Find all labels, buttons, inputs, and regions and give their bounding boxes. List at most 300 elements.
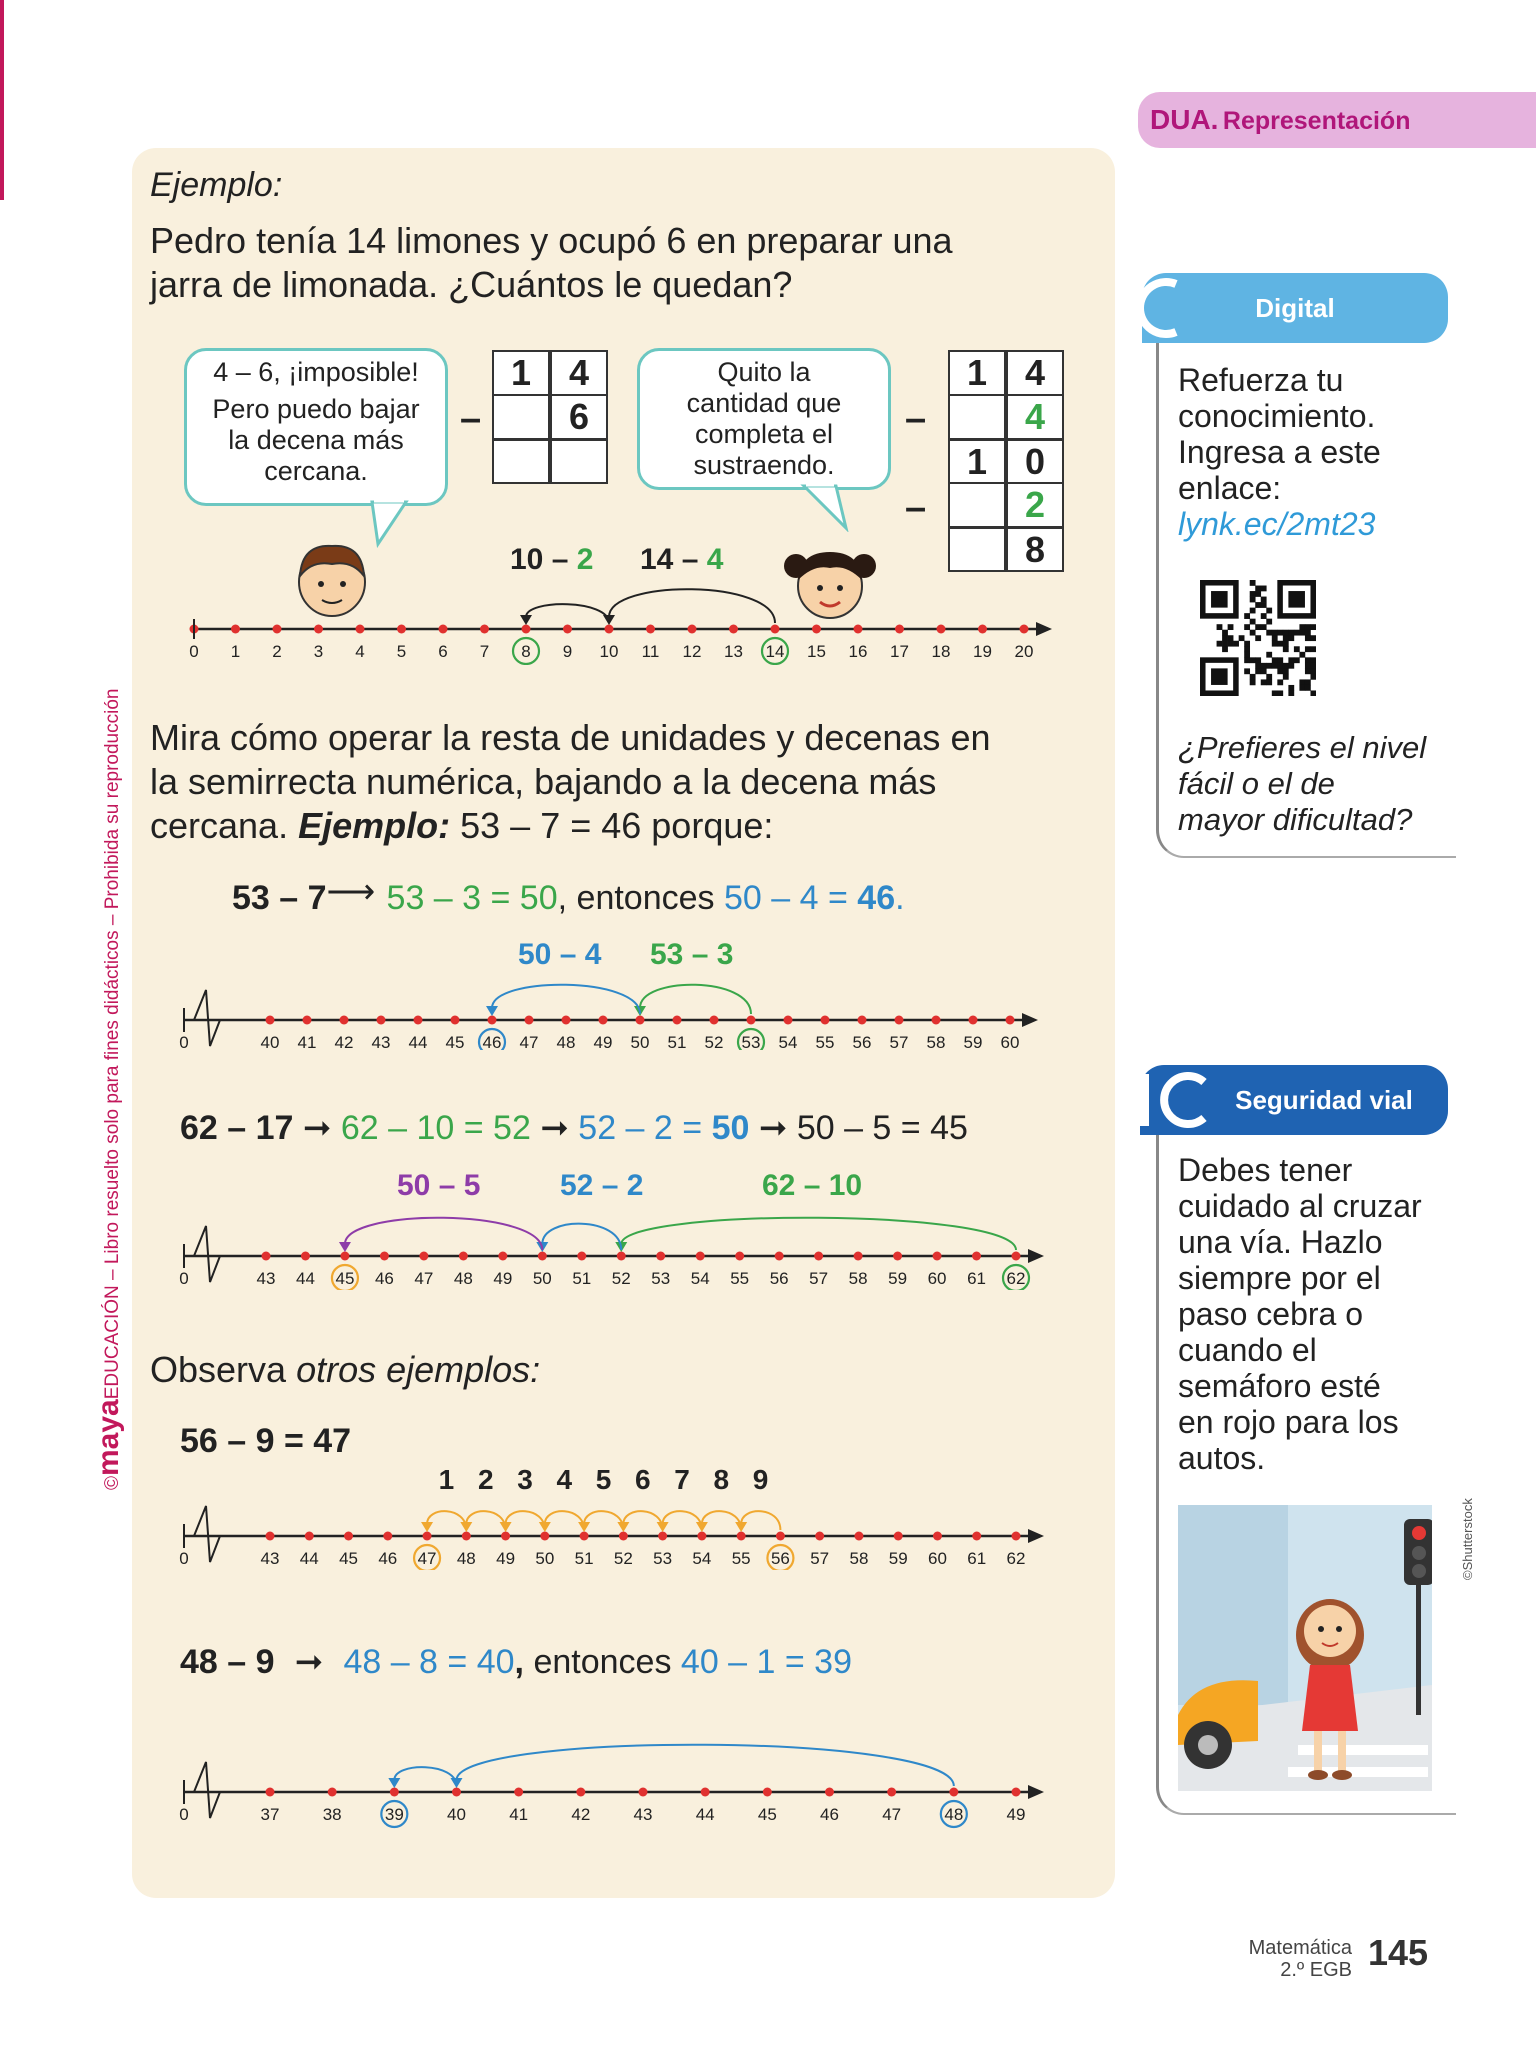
qr-module (1244, 652, 1250, 658)
jump-arc (623, 1511, 662, 1530)
tick-label: 55 (730, 1269, 750, 1288)
tick-label: 45 (757, 1805, 777, 1824)
qr-module (1283, 646, 1289, 652)
jump-label: 53 – 3 (650, 938, 734, 971)
arrow-head (421, 1522, 433, 1532)
qr-module (1305, 635, 1311, 641)
axis-arrow (1028, 1249, 1044, 1263)
tick-label: 41 (297, 1033, 317, 1050)
tick-label: 9 (562, 642, 573, 661)
tick-label: 42 (334, 1033, 354, 1050)
qr-module (1217, 641, 1223, 647)
qr-module (1266, 674, 1272, 680)
qr-module (1299, 624, 1305, 630)
tick-label: 54 (778, 1033, 798, 1050)
tick-label: 17 (890, 642, 909, 661)
tick-label: 62 (1006, 1269, 1026, 1288)
tick-label: 59 (888, 1549, 908, 1568)
point-dot (340, 1252, 349, 1261)
bubble-text: Quito la (717, 357, 811, 387)
qr-module (1228, 624, 1234, 630)
qr-module (1261, 668, 1267, 674)
tick-label: 12 (682, 642, 702, 661)
point-dot (266, 1532, 275, 1541)
point-dot (737, 1532, 746, 1541)
qr-module (1250, 591, 1256, 597)
number-line-43-62-b (170, 1480, 1080, 1570)
bubble-text: 4 – 6, ¡imposible! (213, 357, 419, 387)
jump-label: 62 – 10 (762, 1169, 863, 1202)
example-heading: Ejemplo: (150, 166, 283, 204)
tick-label: 60 (1000, 1033, 1020, 1050)
digital-tab: Digital (1142, 273, 1448, 343)
qr-module (1250, 674, 1256, 680)
qr-finder (1211, 668, 1228, 685)
explain-line-2: la semirrecta numérica, bajando a la decena más (150, 761, 937, 802)
minus-sign: – (905, 398, 927, 440)
tick-label: 7 (479, 642, 490, 661)
point-dot (673, 1016, 682, 1025)
tick-label: 53 (651, 1269, 671, 1288)
jump-label: 50 – 5 (397, 1169, 481, 1202)
qr-module (1261, 586, 1267, 592)
qr-module (1283, 668, 1289, 674)
point-dot (538, 1252, 547, 1261)
tick-label: 46 (820, 1805, 839, 1824)
point-dot (701, 1788, 710, 1797)
qr-module (1288, 657, 1294, 663)
qr-module (1244, 646, 1250, 652)
seguridad-line: cuando el (1178, 1332, 1317, 1368)
grid-cell: 4 (1006, 394, 1064, 440)
qr-module (1299, 679, 1305, 685)
qr-module (1266, 630, 1272, 636)
qr-module (1277, 663, 1283, 669)
tick-label: 45 (445, 1033, 465, 1050)
grid-cell: 4 (1006, 350, 1064, 396)
digital-link[interactable]: lynk.ec/2mt23 (1178, 506, 1376, 542)
qr-module (1310, 674, 1316, 680)
qr-module (1305, 685, 1311, 691)
point-dot (894, 1532, 903, 1541)
bubble-tail (370, 500, 410, 548)
point-dot (439, 625, 448, 634)
qr-module (1288, 635, 1294, 641)
step-count: 1 (438, 1464, 455, 1495)
equation-3: 56 – 9 = 47 (180, 1422, 352, 1460)
explain-line-3: cercana. Ejemplo: 53 – 7 = 46 porque: (150, 805, 774, 846)
point-dot (301, 1252, 310, 1261)
qr-module (1277, 641, 1283, 647)
tick-label: 48 (453, 1269, 473, 1288)
qr-module (1272, 635, 1278, 641)
qr-module (1299, 630, 1305, 636)
point-dot (540, 1532, 549, 1541)
point-dot (498, 1252, 507, 1261)
qr-module (1228, 635, 1234, 641)
point-dot (932, 1016, 941, 1025)
tick-label: 61 (967, 1269, 986, 1288)
point-dot (377, 1016, 386, 1025)
axis-break (184, 1506, 220, 1562)
qr-module (1255, 635, 1261, 641)
point-dot (599, 1016, 608, 1025)
qr-module (1288, 663, 1294, 669)
tick-label: 47 (882, 1805, 902, 1824)
point-dot (696, 1252, 705, 1261)
point-dot (710, 1016, 719, 1025)
tick-label: 56 (770, 1549, 790, 1568)
tick-label: 61 (967, 1549, 987, 1568)
step-count: 5 (595, 1464, 612, 1495)
qr-module (1239, 635, 1245, 641)
tick-label: 42 (571, 1805, 591, 1824)
tick-label: 8 (521, 642, 531, 661)
tick-label: 39 (384, 1805, 404, 1824)
number-line-43-62 (170, 1200, 1080, 1290)
grid-cell: 6 (550, 394, 608, 440)
point-dot (1012, 1532, 1021, 1541)
qr-module (1244, 641, 1250, 647)
qr-module (1305, 679, 1311, 685)
jump-arc (345, 1218, 542, 1250)
seguridad-line: Debes tener (1178, 1152, 1353, 1188)
point-dot (459, 1252, 468, 1261)
tick-label: 0 (189, 642, 199, 661)
qr-module (1261, 679, 1267, 685)
qr-module (1266, 679, 1272, 685)
qr-module (1288, 685, 1294, 691)
grid-cell: 1 (492, 350, 550, 396)
tick-label: 0 (179, 1805, 189, 1824)
point-dot (658, 1532, 667, 1541)
tick-label: 60 (927, 1269, 947, 1288)
digital-text: Refuerza tu conocimiento. Ingresa a este enlace: lynk.ec/2mt23 (1178, 362, 1381, 542)
qr-module (1255, 668, 1261, 674)
point-dot (697, 1532, 706, 1541)
point-dot (776, 1532, 785, 1541)
point-dot (1012, 1252, 1021, 1261)
seguridad-line: en rojo para los (1178, 1404, 1399, 1440)
qr-module (1250, 657, 1256, 663)
qr-module (1283, 674, 1289, 680)
axis-arrow (1028, 1529, 1044, 1543)
tick-label: 53 (741, 1033, 761, 1050)
seguridad-line: una vía. Hazlo (1178, 1224, 1383, 1260)
tick-label: 43 (633, 1805, 653, 1824)
jump-arc (394, 1767, 456, 1786)
jump-arc (609, 589, 775, 623)
qr-module (1266, 652, 1272, 658)
tick-label: 46 (378, 1549, 398, 1568)
tick-label: 49 (493, 1269, 513, 1288)
point-dot (656, 1252, 665, 1261)
point-dot (390, 1788, 399, 1797)
bubble-text: cantidad que (686, 388, 842, 418)
qr-module (1288, 690, 1294, 696)
jump-arc (492, 985, 640, 1014)
jump-arc (640, 985, 751, 1014)
step-count: 3 (517, 1464, 533, 1495)
point-dot (937, 625, 946, 634)
tick-label: 16 (848, 642, 868, 661)
equation-1: 53 – 7⟶ 53 – 3 = 50, entonces 50 – 4 = 46. (232, 873, 905, 917)
point-dot (273, 625, 282, 634)
tick-label: 58 (926, 1033, 946, 1050)
tick-label: 6 (438, 642, 448, 661)
bubble-text: sustraendo. (693, 450, 835, 480)
tick-label: 15 (807, 642, 826, 661)
point-dot (893, 1252, 902, 1261)
qr-module (1277, 690, 1283, 696)
qr-module (1283, 635, 1289, 641)
step-count: 6 (635, 1464, 651, 1495)
qr-module (1255, 624, 1261, 630)
axis-break (184, 1226, 220, 1282)
point-dot (380, 1252, 389, 1261)
point-dot (735, 1252, 744, 1261)
qr-module (1222, 635, 1228, 641)
tick-label: 56 (769, 1269, 789, 1288)
qr-module (1255, 663, 1261, 669)
qr-module (1222, 646, 1228, 652)
qr-module (1305, 663, 1311, 669)
point-dot (619, 1532, 628, 1541)
qr-module (1305, 630, 1311, 636)
point-dot (525, 1016, 534, 1025)
tick-label: 0 (179, 1033, 189, 1050)
qr-module (1261, 602, 1267, 608)
tick-label: 51 (572, 1269, 592, 1288)
axis-arrow (1036, 622, 1052, 636)
bubble-text: completa el (694, 419, 834, 449)
speech-bubble-girl (637, 348, 891, 490)
qr-module (1266, 619, 1272, 625)
tick-label: 3 (313, 642, 324, 661)
grid-cell: 4 (550, 350, 608, 396)
tick-label: 48 (456, 1549, 476, 1568)
tick-label: 45 (339, 1549, 358, 1568)
grid-cell: 1 (948, 350, 1006, 396)
qr-module (1266, 608, 1272, 614)
point-dot (978, 625, 987, 634)
point-dot (858, 1016, 867, 1025)
qr-module (1272, 663, 1278, 669)
qr-module (1277, 630, 1283, 636)
qr-module (1255, 657, 1261, 663)
tick-label: 48 (556, 1033, 576, 1050)
tick-label: 52 (611, 1269, 631, 1288)
tick-label: 5 (396, 642, 407, 661)
qr-module (1283, 663, 1289, 669)
qr-module (1261, 624, 1267, 630)
point-dot (344, 1532, 353, 1541)
jump-arc (457, 1745, 954, 1786)
qr-module (1250, 679, 1256, 685)
bubble-text: Pero puedo bajar (212, 394, 420, 424)
qr-finder (1288, 591, 1305, 608)
grid-cell (948, 526, 1006, 572)
point-dot (933, 1532, 942, 1541)
qr-module (1305, 657, 1311, 663)
qr-module (1272, 657, 1278, 663)
grid-cell (948, 394, 1006, 440)
qr-module (1255, 586, 1261, 592)
tick-label: 49 (1006, 1805, 1026, 1824)
point-dot (266, 1016, 275, 1025)
axis-break (184, 1762, 220, 1818)
point-dot (854, 1252, 863, 1261)
qr-code-icon[interactable] (1200, 580, 1316, 696)
qr-module (1222, 641, 1228, 647)
tick-label: 44 (408, 1033, 428, 1050)
point-dot (480, 625, 489, 634)
tick-label: 50 (630, 1033, 650, 1050)
tick-label: 50 (532, 1269, 552, 1288)
subtraction-grid-1 (492, 350, 612, 488)
explain-line-1: Mira cómo operar la resta de unidades y decenas en (150, 717, 991, 758)
tick-label: 37 (260, 1805, 280, 1824)
tick-label: 4 (355, 642, 365, 661)
seguridad-line: paso cebra o (1178, 1296, 1364, 1332)
problem-line-1: Pedro tenía 14 limones y ocupó 6 en preparar una (150, 220, 953, 261)
minus-sign: – (460, 398, 482, 440)
tick-label: 60 (928, 1549, 947, 1568)
point-dot (887, 1788, 896, 1797)
point-dot (605, 625, 614, 634)
point-dot (812, 625, 821, 634)
arrow-head (388, 1778, 400, 1788)
jump-arc (741, 1511, 780, 1530)
tick-label: 57 (810, 1549, 830, 1568)
tick-label: 51 (667, 1033, 687, 1050)
point-dot (895, 625, 904, 634)
point-dot (522, 625, 531, 634)
tick-label: 59 (963, 1033, 983, 1050)
tick-label: 48 (944, 1805, 964, 1824)
dua-banner (1138, 92, 1536, 148)
tick-label: 58 (849, 1549, 869, 1568)
point-dot (383, 1532, 392, 1541)
qr-module (1283, 630, 1289, 636)
tick-label: 44 (695, 1805, 715, 1824)
point-dot (1012, 1788, 1021, 1797)
point-dot (972, 1252, 981, 1261)
tick-label: 57 (809, 1269, 829, 1288)
equation-2: 62 – 17 ➞ 62 – 10 = 52 ➞ 52 – 2 = 50 ➞ 50 – 5 = 45 (180, 1109, 968, 1147)
jump-arc (545, 1511, 584, 1530)
tick-label: 1 (230, 642, 241, 661)
tick-label: 46 (482, 1033, 502, 1050)
tick-label: 52 (704, 1033, 724, 1050)
point-dot (646, 625, 655, 634)
point-dot (784, 1016, 793, 1025)
qr-module (1310, 663, 1316, 669)
point-dot (303, 1016, 312, 1025)
footer-subject: Matemática 2.º EGB (1248, 1937, 1352, 1981)
point-dot (969, 1016, 978, 1025)
point-dot (729, 625, 738, 634)
qr-module (1294, 646, 1300, 652)
seguridad-tab: Seguridad vial (1140, 1065, 1448, 1135)
crossing-illustration (1178, 1505, 1432, 1791)
qr-module (1310, 690, 1316, 696)
qr-module (1250, 597, 1256, 603)
tick-label: 55 (815, 1033, 835, 1050)
point-dot (688, 625, 697, 634)
qr-module (1272, 690, 1278, 696)
point-dot (419, 1252, 428, 1261)
qr-module (1310, 624, 1316, 630)
qr-module (1261, 597, 1267, 603)
tick-label: 38 (322, 1805, 342, 1824)
grid-cell (550, 438, 608, 484)
qr-module (1228, 641, 1234, 647)
jump-arc (663, 1511, 702, 1530)
qr-module (1277, 679, 1283, 685)
grid-cell: 2 (1006, 482, 1064, 528)
point-dot (1020, 625, 1029, 634)
tick-label: 52 (613, 1549, 633, 1568)
point-dot (314, 625, 323, 634)
jump-arc (542, 1224, 621, 1250)
tick-label: 47 (519, 1033, 539, 1050)
point-dot (576, 1788, 585, 1797)
qr-module (1250, 608, 1256, 614)
grid-cell (948, 482, 1006, 528)
jump-arc (526, 604, 609, 623)
speech-bubble-boy (184, 348, 448, 506)
point-dot (763, 1788, 772, 1797)
tick-label: 19 (973, 642, 992, 661)
tick-label: 10 (599, 642, 619, 661)
arrow-head (339, 1242, 351, 1252)
point-dot (328, 1788, 337, 1797)
point-dot (854, 1532, 863, 1541)
qr-module (1255, 602, 1261, 608)
point-dot (577, 1252, 586, 1261)
tick-label: 11 (641, 642, 660, 661)
tick-label: 40 (260, 1033, 280, 1050)
point-dot (771, 625, 780, 634)
point-dot (423, 1532, 432, 1541)
tick-label: 54 (690, 1269, 710, 1288)
jump-arc (466, 1511, 505, 1530)
qr-module (1261, 613, 1267, 619)
qr-module (1299, 652, 1305, 658)
observe-heading: Observa otros ejemplos: (150, 1349, 541, 1390)
point-dot (414, 1016, 423, 1025)
number-line-40-60 (170, 960, 1080, 1050)
jump-label: 50 – 4 (518, 938, 602, 971)
seguridad-line: semáforo esté (1178, 1368, 1381, 1404)
point-dot (452, 1788, 461, 1797)
point-dot (305, 1532, 314, 1541)
tick-label: 0 (179, 1269, 189, 1288)
point-dot (501, 1532, 510, 1541)
tick-label: 43 (260, 1549, 280, 1568)
point-dot (895, 1016, 904, 1025)
qr-module (1255, 591, 1261, 597)
step-count: 9 (752, 1464, 769, 1495)
qr-module (1222, 630, 1228, 636)
tick-label: 44 (299, 1549, 319, 1568)
jump-arc (427, 1511, 466, 1530)
point-dot (617, 1252, 626, 1261)
point-dot (231, 625, 240, 634)
point-dot (262, 1252, 271, 1261)
grid-cell: 1 (948, 438, 1006, 484)
